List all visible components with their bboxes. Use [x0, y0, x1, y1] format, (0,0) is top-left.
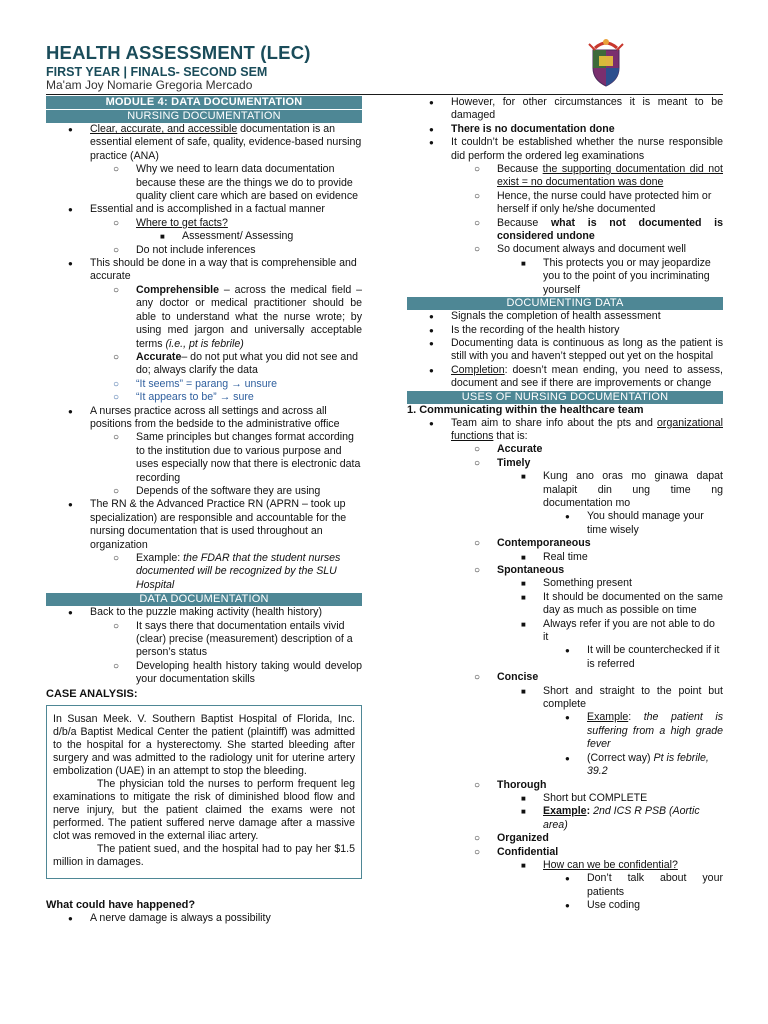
list-item: ○ Thorough	[407, 779, 723, 792]
left-column	[46, 96, 362, 925]
list-item: ● It will be counterchecked if it is referred	[407, 644, 723, 671]
list-item: ■ Real time	[407, 551, 723, 564]
data-documentation-list	[46, 606, 362, 686]
list-item: ● It couldn’t be established whether the nurse responsible did perform the ordered leg examinations	[407, 136, 723, 163]
list-item: ● Is the recording of the health history	[407, 324, 723, 337]
right-column	[407, 96, 723, 913]
section-band-documenting-data: DOCUMENTING DATA	[407, 297, 723, 310]
list-item: ○ So document always and document well	[407, 243, 723, 256]
document-subtitle: FIRST YEAR | FINALS- SECOND SEM	[46, 65, 268, 79]
list-item: ■ It should be documented on the same day as much as possible on time	[407, 591, 723, 618]
list-item: ● Essential and is accomplished in a factual manner	[46, 203, 362, 216]
list-item: ○ Where to get facts?	[46, 217, 362, 230]
list-item: ● Team aim to share info about the pts and organizational functions that is:	[407, 417, 723, 444]
case-continuation-list	[407, 96, 723, 297]
list-item: ■ How can we be confidential?	[407, 859, 723, 872]
list-item: ○ Do not include inferences	[46, 244, 362, 257]
documenting-data-list	[407, 310, 723, 390]
uses-list	[407, 417, 723, 913]
list-item: ● Clear, accurate, and accessible documentation is an essential element of safe, quality, evidence-based nursing practice (ANA)	[46, 123, 362, 163]
list-item: ○ Concise	[407, 671, 723, 684]
what-happened-heading: What could have happened?	[46, 898, 196, 911]
list-item: ● This should be done in a way that is comprehensible and accurate	[46, 257, 362, 284]
section-band-data-documentation: DATA DOCUMENTATION	[46, 593, 362, 606]
list-item: ■ Example: 2nd ICS R PSB (Aortic area)	[407, 805, 723, 832]
list-item: ○ Same principles but changes format according to the institution due to various purpose and uses especially now that there is electronic data recording	[46, 431, 362, 485]
case-paragraph: The patient sued, and the hospital had to pay her $1.5 million in damages.	[53, 842, 355, 868]
list-item: ● Use coding	[407, 899, 723, 912]
list-item: ● Completion: doesn’t mean ending, you need to assess, document and see if there are improvements or change	[407, 364, 723, 391]
case-analysis-heading: CASE ANALYSIS:	[46, 687, 138, 700]
list-item: ○ Why we need to learn data documentation because these are the things we do to provide quality client care which are based on evidence	[46, 163, 362, 203]
list-item: ○ Because the supporting documentation did not exist = no documentation was done	[407, 163, 723, 190]
list-item: ○ Comprehensible – across the medical field – any doctor or medical practitioner should be able to understand what the nurse wrote; by using med jargon and universally acceptable terms (i.e., pt is febrile)	[46, 284, 362, 351]
case-analysis-box	[46, 705, 362, 879]
what-happened-list	[46, 912, 362, 925]
list-item: ○ Organized	[407, 832, 723, 845]
list-item: ○ Example: the FDAR that the student nurses documented will be recognized by the SLU Hospital	[46, 552, 362, 592]
list-item: ○ “It seems” = parang → unsure	[46, 378, 362, 391]
list-item: ● (Correct way) Pt is febrile, 39.2	[407, 752, 723, 779]
list-item: ○ Hence, the nurse could have protected him or herself if only he/she documented	[407, 190, 723, 217]
section-band-uses-of-nursing-documentation: USES OF NURSING DOCUMENTATION	[407, 391, 723, 404]
case-paragraph: The physician told the nurses to perform frequent leg examinations to mitigate the risk of diminished blood flow and nerve injury, but the patient claimed the exams were not performed. The patient suffered nerve damage after a massive clot was removed in the external iliac artery.	[53, 777, 355, 842]
list-item: ● You should manage your time wisely	[407, 510, 723, 537]
header-divider	[46, 94, 723, 95]
list-item: ■ Always refer if you are not able to do it	[407, 618, 723, 645]
list-item: ● Back to the puzzle making activity (health history)	[46, 606, 362, 619]
nursing-documentation-list	[46, 123, 362, 592]
list-item: ○ Contemporaneous	[407, 537, 723, 550]
list-item: ■ Assessment/ Assessing	[46, 230, 362, 243]
list-item: ■ Short and straight to the point but complete	[407, 685, 723, 712]
list-item: ○ It says there that documentation entails vivid (clear) precise (measurement) description of a person’s status	[46, 620, 362, 660]
list-item: ● However, for other circumstances it is meant to be damaged	[407, 96, 723, 123]
list-item: ■ Short but COMPLETE	[407, 792, 723, 805]
case-paragraph: In Susan Meek. V. Southern Baptist Hospital of Florida, Inc. d/b/a Baptist Medical Center the patient (plaintiff) was admitted to the hospital for a hysterectomy. She started bleeding after surgery and was admitted to the radiology unit for uterine artery embolization (UAE) in an attempt to stop the bleeding.	[53, 712, 355, 777]
section-band-nursing-documentation: NURSING DOCUMENTATION	[46, 110, 362, 123]
list-item: ○ “It appears to be” → sure	[46, 391, 362, 404]
list-item: ○ Accurate	[407, 443, 723, 456]
module-title-band: MODULE 4: DATA DOCUMENTATION	[46, 96, 362, 109]
list-item: ■ This protects you or may jeopardize you to the point of you incriminating yourself	[407, 257, 723, 297]
author-name: Ma'am Joy Nomarie Gregoria Mercado	[46, 78, 253, 92]
list-item: ● A nerve damage is always a possibility	[46, 912, 362, 925]
list-item: ■ Kung ano oras mo ginawa dapat malapit din ung time ng documentation mo	[407, 470, 723, 510]
list-item: ○ Spontaneous	[407, 564, 723, 577]
list-item: ● The RN & the Advanced Practice RN (APRN – took up specialization) are responsible and accountable for the nursing documentation that is used throughout an organization	[46, 498, 362, 552]
list-item: ● A nurses practice across all settings and across all positions from the bedside to the administrative office	[46, 405, 362, 432]
list-item: ● There is no documentation done	[407, 123, 723, 136]
list-item: ○ Timely	[407, 457, 723, 470]
list-item: ○ Depends of the software they are using	[46, 485, 362, 498]
list-item: ● Example: the patient is suffering from a high grade fever	[407, 711, 723, 751]
subsection-heading: 1. Communicating within the healthcare team	[407, 403, 644, 416]
document-title: HEALTH ASSESSMENT (LEC)	[46, 42, 311, 63]
list-item: ● Don’t talk about your patients	[407, 872, 723, 899]
list-item: ○ Accurate– do not put what you did not see and do; always clarify the data	[46, 351, 362, 378]
list-item: ○ Because what is not documented is considered undone	[407, 217, 723, 244]
list-item: ■ Something present	[407, 577, 723, 590]
list-item: ● Documenting data is continuous as long as the patient is still with you and haven’t stepped out yet on the hospital	[407, 337, 723, 364]
university-crest-icon	[585, 36, 627, 88]
list-item: ○ Developing health history taking would develop your documentation skills	[46, 660, 362, 687]
list-item: ○ Confidential	[407, 846, 723, 859]
list-item: ● Signals the completion of health assessment	[407, 310, 723, 323]
